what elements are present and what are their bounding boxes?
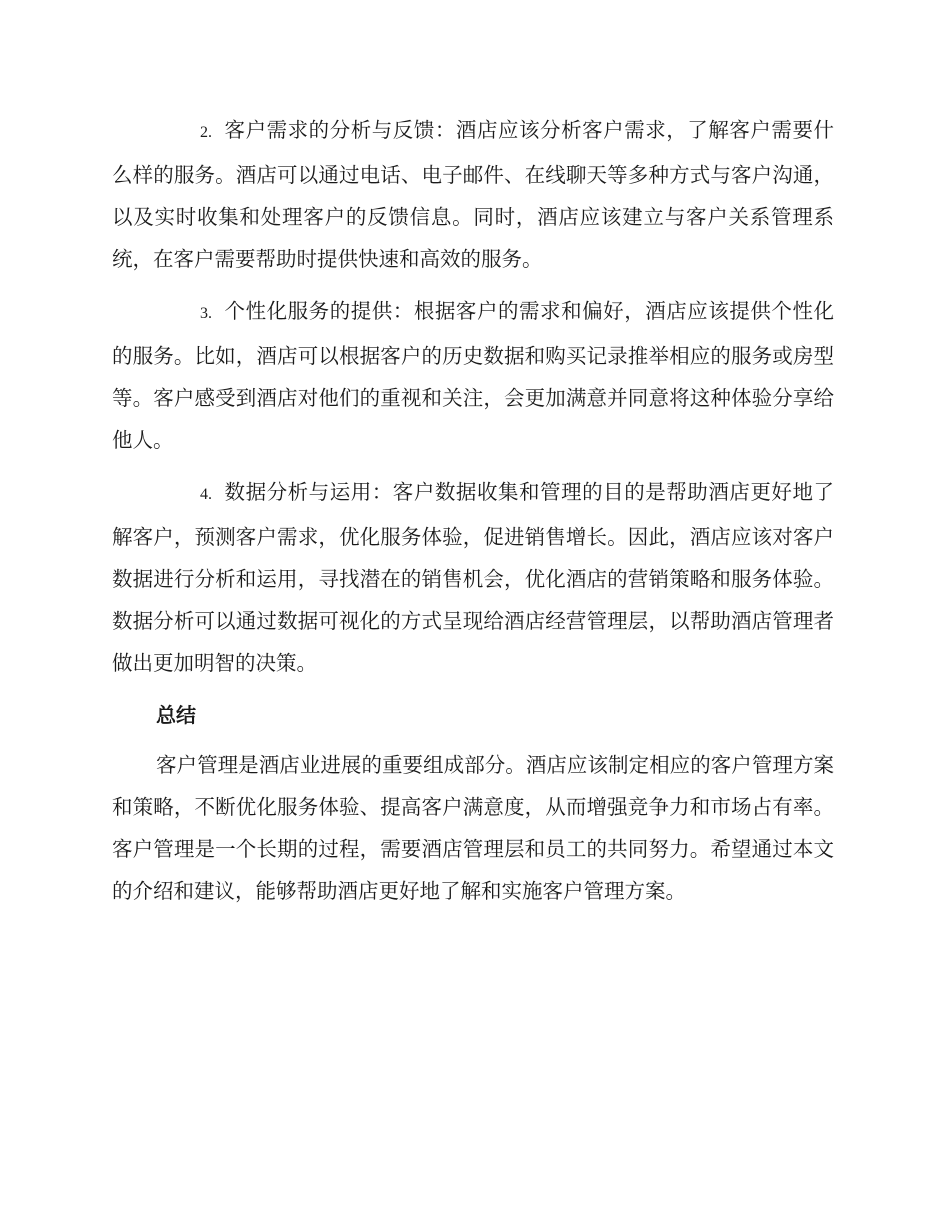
section-heading-summary: 总结: [156, 703, 196, 727]
list-item-4: [112, 471, 834, 684]
list-item-number: 3.: [200, 305, 212, 322]
list-item-text: 数据分析与运用：客户数据收集和管理的目的是帮助酒店更好地了解客户，预测客户需求，优化服务体验，促进销售增长。因此，酒店应该对客户数据进行分析和运用，寻找潜在的销售机会，优化酒店的营销策略和服务体验。数据分析可以通过数据可视化的方式呈现给酒店经营管理层，以帮助酒店管理者做出更加明智的决策。: [112, 480, 834, 675]
list-item-number: 2.: [200, 124, 212, 141]
list-item-number: 4.: [200, 486, 212, 503]
list-item-2: [112, 109, 834, 280]
list-item-text: 个性化服务的提供：根据客户的需求和偏好，酒店应该提供个性化的服务。比如，酒店可以根据客户的历史数据和购买记录推举相应的服务或房型等。客户感受到酒店对他们的重视和关注，会更加满意并同意将这种体验分享给他人。: [112, 299, 834, 452]
list-item-text: 客户需求的分析与反馈：酒店应该分析客户需求，了解客户需要什么样的服务。酒店可以通过电话、电子邮件、在线聊天等多种方式与客户沟通，以及实时收集和处理客户的反馈信息。同时，酒店应该建立与客户关系管理系统，在客户需要帮助时提供快速和高效的服务。: [112, 118, 834, 271]
summary-paragraph: 客户管理是酒店业进展的重要组成部分。酒店应该制定相应的客户管理方案和策略，不断优化服务体验、提高客户满意度，从而增强竞争力和市场占有率。客户管理是一个长期的过程，需要酒店管理层和员工的共同努力。希望通过本文的介绍和建议，能够帮助酒店更好地了解和实施客户管理方案。: [112, 753, 834, 903]
list-item-3: [112, 290, 834, 461]
document-page: [112, 109, 834, 912]
